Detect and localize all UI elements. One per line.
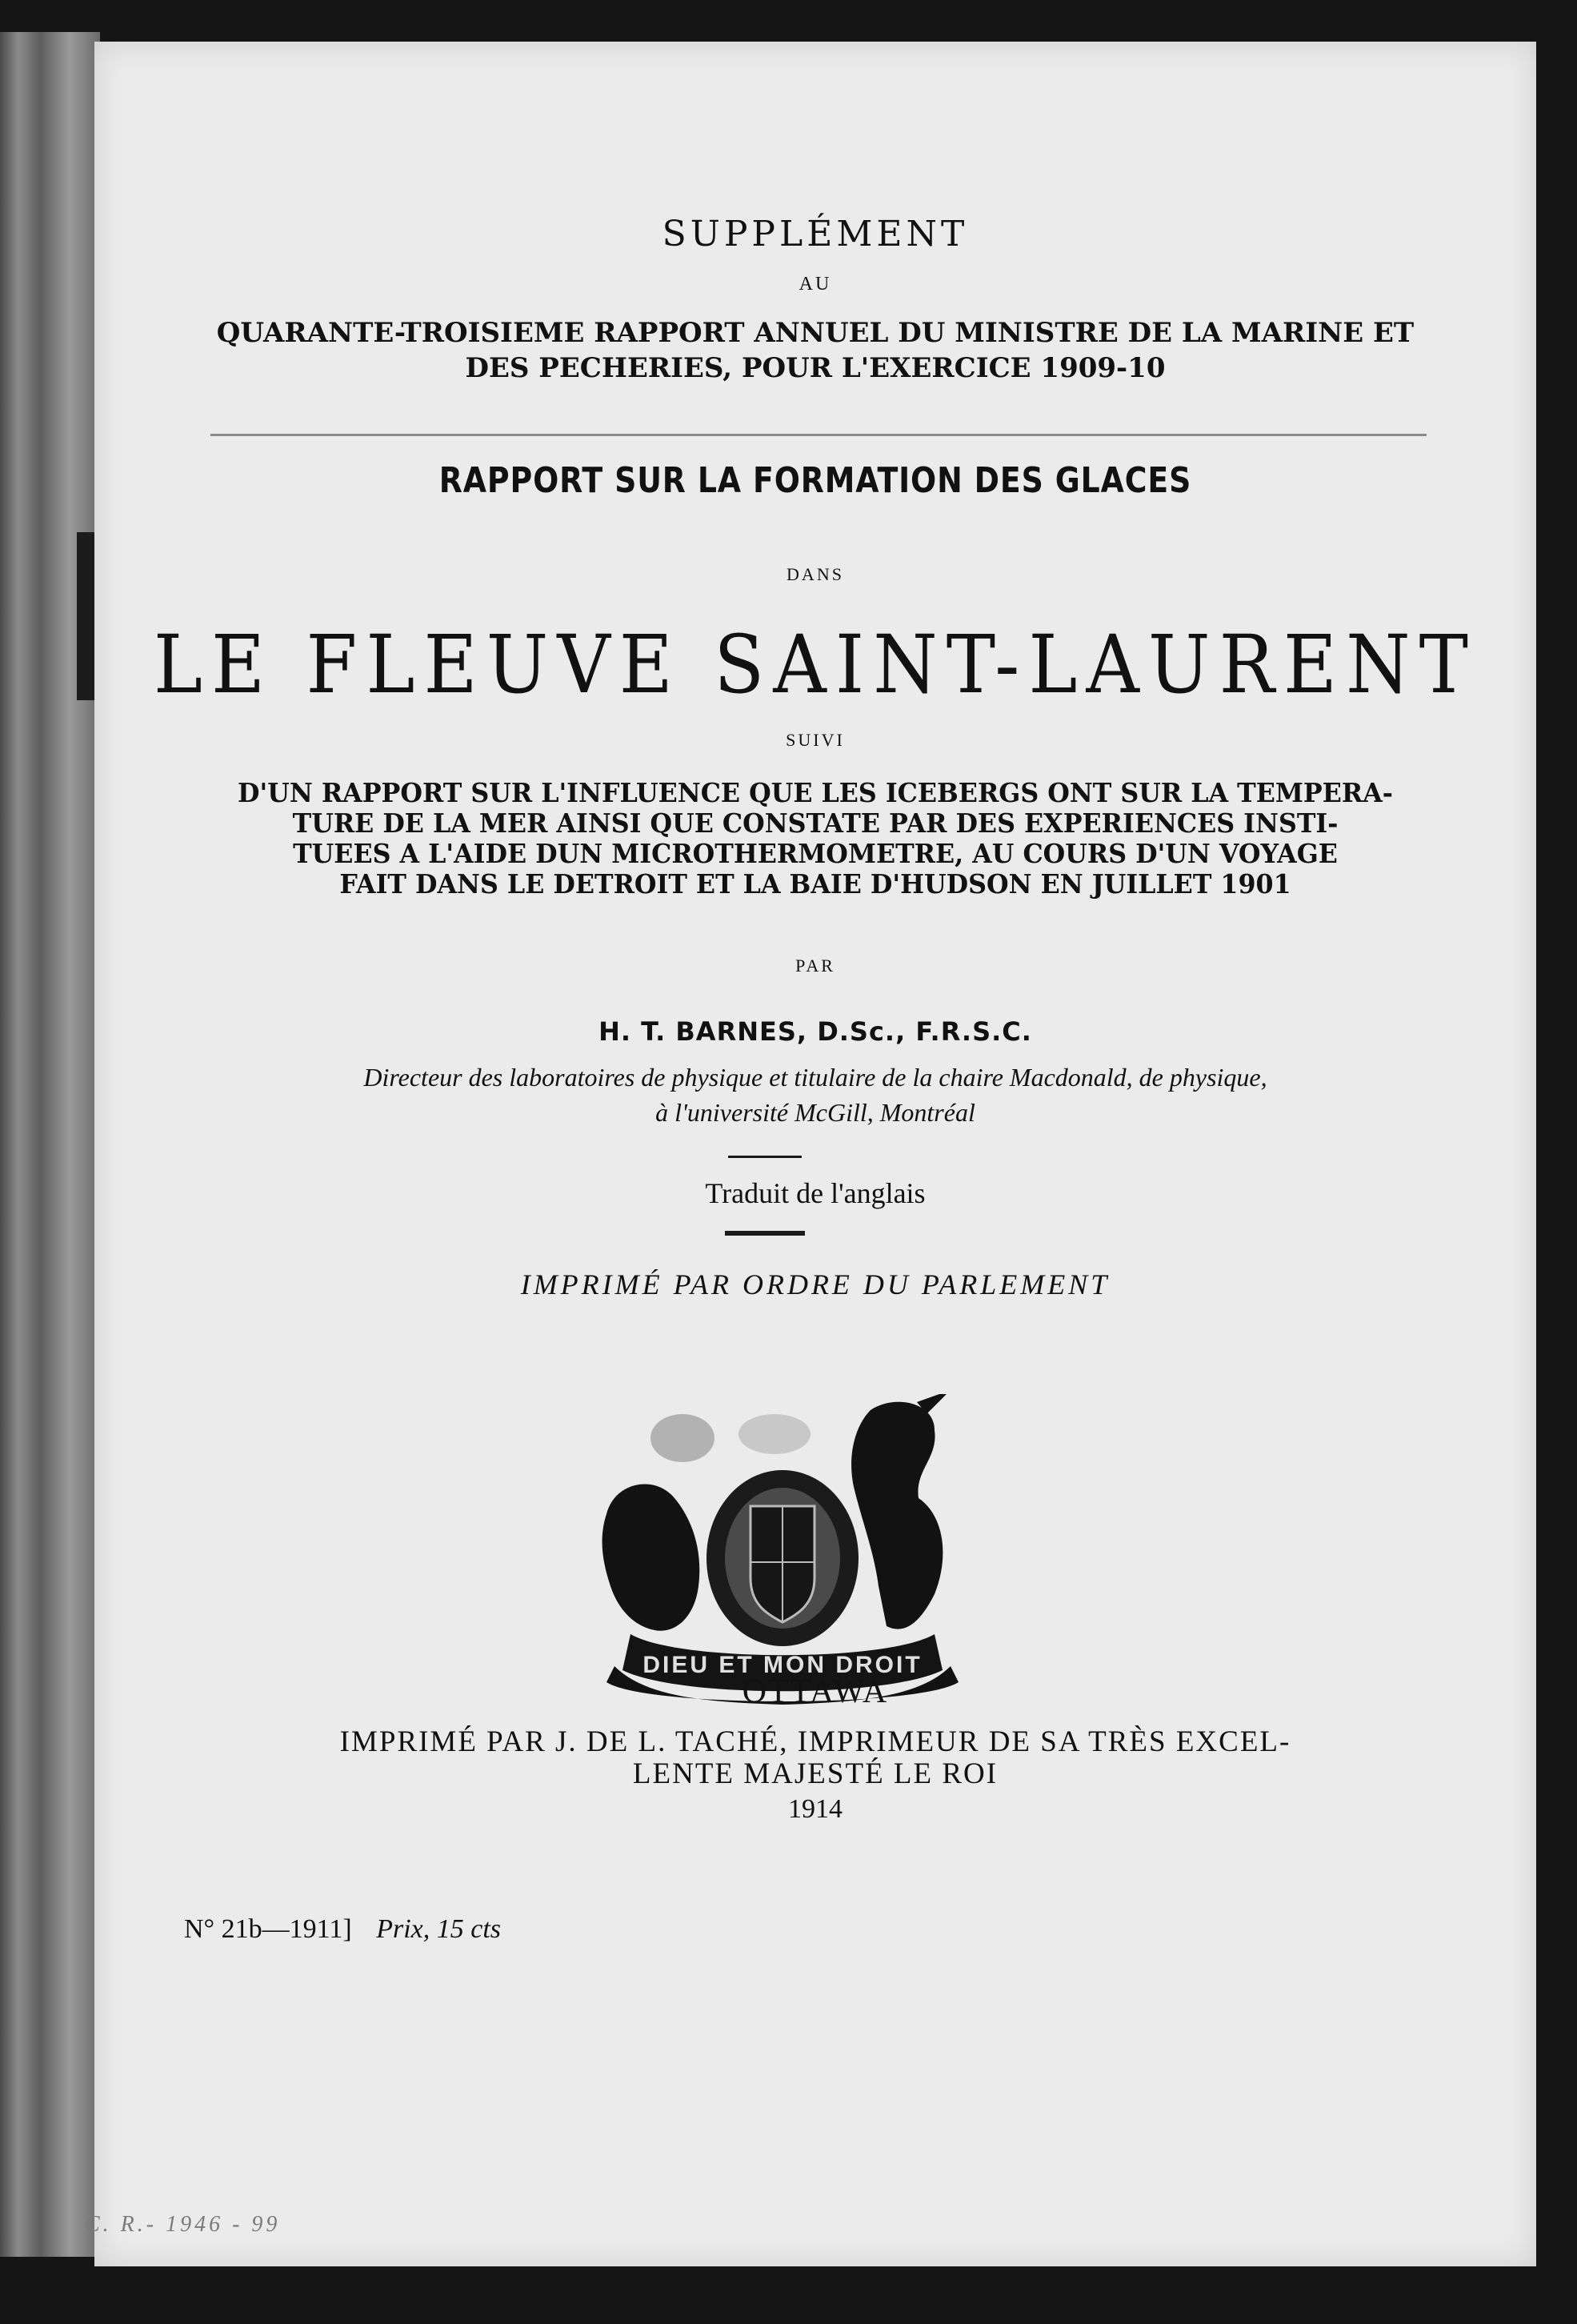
annual-report-line-2: DES PECHERIES, POUR L'EXERCICE 1909-10 — [465, 352, 1166, 384]
subtitle-line-1: D'UN RAPPORT SUR L'INFLUENCE QUE LES ICEBERGS ONT SUR LA TEMPERA- — [238, 777, 1393, 808]
short-rule-lower — [725, 1231, 805, 1236]
dans-label: DANS — [786, 564, 844, 584]
translation-note: Traduit de l'anglais — [705, 1177, 926, 1209]
book-binding — [0, 32, 100, 2257]
author-affiliation — [94, 1060, 1536, 1130]
affiliation-line-2: à l'université McGill, Montréal — [655, 1098, 975, 1127]
document-number: N° 21b—1911] — [184, 1914, 352, 1944]
author-name: H. T. BARNES, D.Sc., F.R.S.C. — [598, 1016, 1032, 1047]
annual-report-title — [94, 315, 1536, 386]
river-title: LE FLEUVE SAINT-LAURENT — [153, 618, 1478, 711]
arms-motto: DIEU ET MON DROIT — [642, 1652, 923, 1678]
subtitle-line-3: TUEES A L'AIDE DUN MICROTHERMOMETRE, AU COURS D'UN VOYAGE — [293, 838, 1338, 869]
price: Prix, 15 cts — [376, 1914, 502, 1944]
footer-line — [184, 1914, 501, 1945]
subtitle-line-2: TURE DE LA MER AINSI QUE CONSTATE PAR DES EXPERIENCES INSTI- — [292, 807, 1339, 839]
separator-rule — [210, 434, 1427, 436]
title-page — [85, 42, 1536, 2266]
subtitle-block — [123, 778, 1507, 900]
affiliation-line-1: Directeur des laboratoires de physique et titulaire de la chaire Macdonald, de physique, — [363, 1063, 1267, 1092]
printer-line-2: LENTE MAJESTÉ LE ROI — [632, 1757, 999, 1790]
suivi-label: SUIVI — [786, 730, 845, 750]
supplement-heading: SUPPLÉMENT — [662, 214, 969, 254]
subtitle-line-4: FAIT DANS LE DETROIT ET LA BAIE D'HUDSON EN JUILLET 1901 — [339, 868, 1291, 900]
par-label: PAR — [795, 956, 835, 976]
annual-report-line-1: QUARANTE-TROISIEME RAPPORT ANNUEL DU MINISTRE DE LA MARINE ET — [216, 317, 1415, 349]
printer-statement — [94, 1726, 1536, 1790]
printed-by-order: IMPRIMÉ PAR ORDRE DU PARLEMENT — [520, 1268, 1111, 1300]
royal-coat-of-arms-icon — [598, 1394, 1039, 1706]
report-title: RAPPORT SUR LA FORMATION DES GLACES — [438, 460, 1192, 501]
imprint-year: 1914 — [788, 1794, 843, 1824]
short-rule-upper — [728, 1156, 802, 1158]
archive-pencil-mark: C. R.- 1946 - 99 — [85, 2212, 281, 2237]
imprint-city: OTTAWA — [742, 1673, 889, 1710]
au-label: AU — [799, 274, 832, 295]
printer-line-1: IMPRIMÉ PAR J. DE L. TACHÉ, IMPRIMEUR DE SA TRÈS EXCEL- — [339, 1725, 1291, 1758]
